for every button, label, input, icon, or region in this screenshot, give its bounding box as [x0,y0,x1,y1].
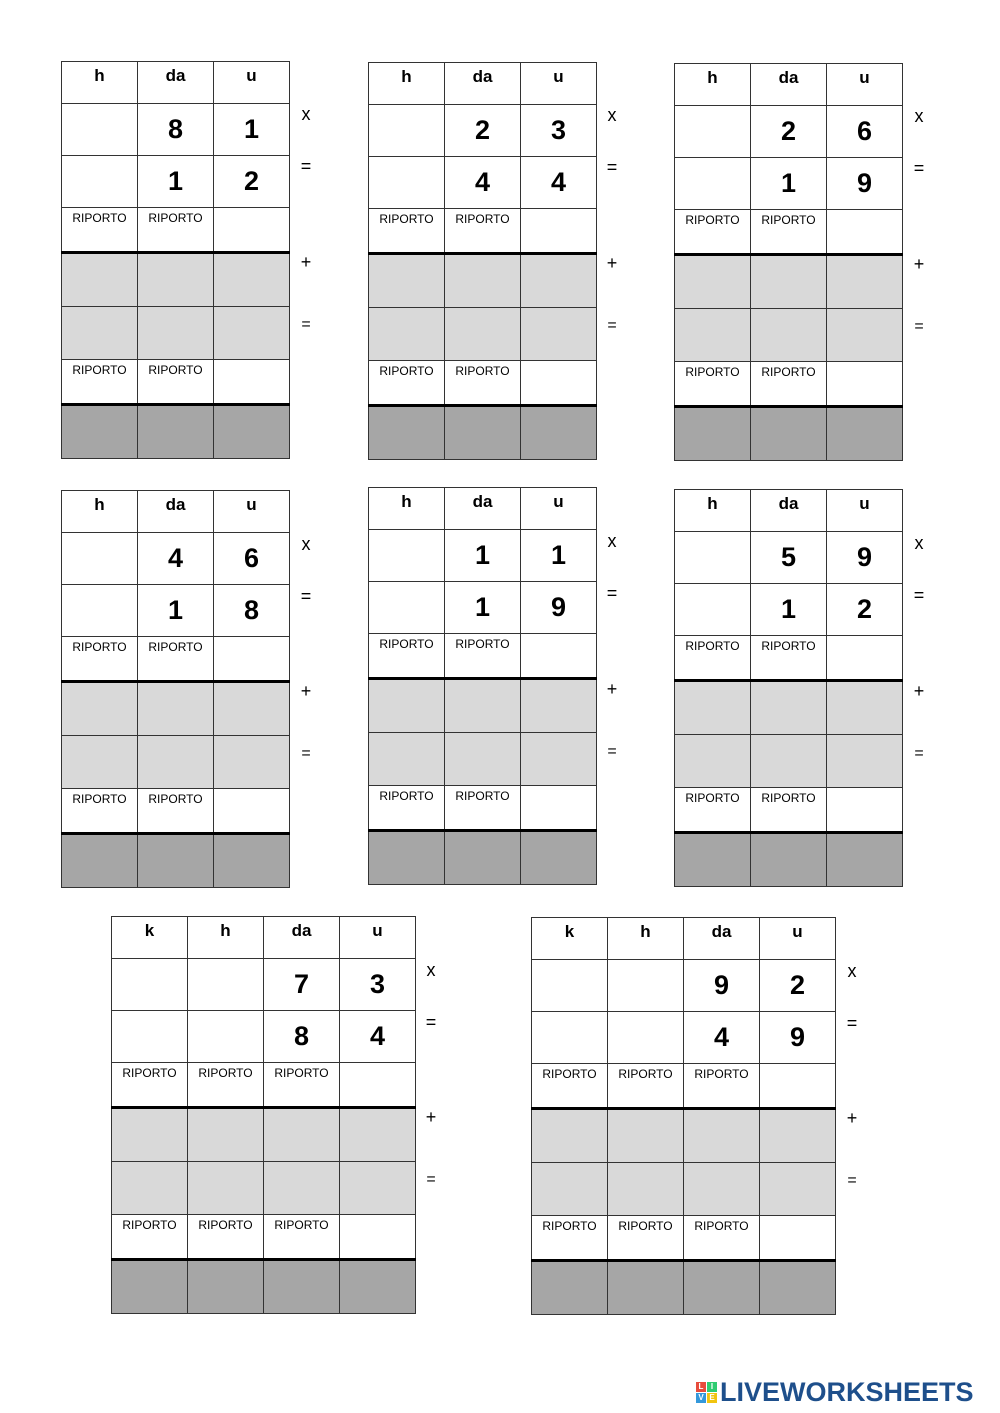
factor-a-units: 1 [214,104,290,156]
logo-mark-icon [696,1382,717,1403]
exercise-5-grid [368,487,597,885]
result-cell[interactable] [521,406,597,460]
header-thousands: k [532,918,608,960]
result-cell[interactable] [188,1260,264,1314]
answer-cell[interactable] [112,1011,188,1063]
factor-b-units: 8 [214,585,290,637]
carry-cell[interactable]: RIPORTO [369,361,445,406]
logo-mark-letter: I [707,1382,717,1392]
header-hundreds: h [188,917,264,959]
equals-sign: = [606,157,618,177]
factor-a-tens: 9 [684,960,760,1012]
factor-a-units: 2 [760,960,836,1012]
partial-product-cell[interactable] [675,681,751,735]
answer-cell[interactable] [760,1216,836,1261]
times-sign: x [607,105,617,125]
partial-product-cell[interactable] [138,307,214,360]
carry-cell[interactable]: RIPORTO [369,634,445,679]
equals-sign: = [425,1012,437,1032]
logo-mark-letter: V [696,1393,706,1403]
partial-product-cell[interactable] [214,682,290,736]
carry-cell[interactable]: RIPORTO [608,1064,684,1109]
carry-cell[interactable]: RIPORTO [684,1216,760,1261]
partial-product-cell[interactable] [369,679,445,733]
partial-product-cell[interactable] [188,1108,264,1162]
equals-sign: = [300,586,312,606]
logo-text: LIVEWORKSHEETS [720,1376,974,1407]
answer-cell[interactable] [214,360,290,405]
answer-cell[interactable] [340,1215,416,1260]
plus-sign: + [300,252,312,272]
partial-product-cell[interactable] [112,1108,188,1162]
partial-product-cell[interactable] [827,255,903,309]
partial-product-cell[interactable] [675,309,751,362]
factor-b-tens: 1 [445,582,521,634]
answer-cell[interactable] [675,158,751,210]
plus-sign: + [913,681,925,701]
header-hundreds: h [608,918,684,960]
factor-a-units: 1 [521,530,597,582]
partial-product-cell[interactable] [827,681,903,735]
result-cell[interactable] [684,1261,760,1315]
partial-product-cell[interactable] [751,681,827,735]
partial-product-cell[interactable] [369,308,445,361]
partial-product-cell[interactable] [214,307,290,360]
times-sign: x [426,960,436,980]
partial-product-cell[interactable] [369,254,445,308]
partial-product-cell[interactable] [751,735,827,788]
partial-product-cell[interactable] [445,308,521,361]
equals-sign: = [914,318,924,335]
factor-b-tens: 1 [751,584,827,636]
answer-cell[interactable] [62,104,138,156]
partial-product-cell[interactable] [340,1108,416,1162]
factor-b-tens: 1 [138,156,214,208]
answer-cell[interactable] [369,105,445,157]
answer-cell[interactable] [62,156,138,208]
partial-product-cell[interactable] [445,254,521,308]
partial-product-cell[interactable] [188,1162,264,1215]
result-cell[interactable] [62,834,138,888]
carry-cell[interactable]: RIPORTO [675,788,751,833]
answer-cell[interactable] [112,959,188,1011]
factor-b-tens: 1 [751,158,827,210]
carry-cell[interactable]: RIPORTO [369,786,445,831]
result-cell[interactable] [138,405,214,459]
partial-product-cell[interactable] [608,1109,684,1163]
carry-cell[interactable]: RIPORTO [751,788,827,833]
factor-b-tens: 8 [264,1011,340,1063]
result-cell[interactable] [214,834,290,888]
answer-cell[interactable] [340,1063,416,1108]
factor-b-tens: 1 [138,585,214,637]
answer-cell[interactable] [369,530,445,582]
plus-sign: + [606,253,618,273]
factor-a-units: 9 [827,532,903,584]
factor-b-units: 9 [521,582,597,634]
carry-cell[interactable]: RIPORTO [62,637,138,682]
partial-product-cell[interactable] [214,253,290,307]
carry-cell[interactable]: RIPORTO [751,362,827,407]
header-units: u [214,62,290,104]
header-tens: da [751,64,827,106]
times-sign: x [914,533,924,553]
header-tens: da [138,62,214,104]
answer-cell[interactable] [675,584,751,636]
header-hundreds: h [369,488,445,530]
partial-product-cell[interactable] [827,735,903,788]
result-cell[interactable] [760,1261,836,1315]
times-sign: x [847,961,857,981]
partial-product-cell[interactable] [62,253,138,307]
factor-b-units: 9 [760,1012,836,1064]
result-cell[interactable] [112,1260,188,1314]
factor-a-tens: 1 [445,530,521,582]
result-cell[interactable] [608,1261,684,1315]
exercise-4-grid [61,490,290,888]
header-thousands: k [112,917,188,959]
answer-cell[interactable] [827,636,903,681]
times-sign: x [301,104,311,124]
answer-cell[interactable] [675,106,751,158]
result-cell[interactable] [369,831,445,885]
factor-a-units: 6 [214,533,290,585]
partial-product-cell[interactable] [214,736,290,789]
answer-cell[interactable] [827,362,903,407]
factor-a-units: 3 [340,959,416,1011]
carry-cell[interactable]: RIPORTO [138,789,214,834]
carry-cell[interactable]: RIPORTO [751,210,827,255]
answer-cell[interactable] [188,1011,264,1063]
result-cell[interactable] [827,407,903,461]
result-cell[interactable] [445,406,521,460]
carry-cell[interactable]: RIPORTO [751,636,827,681]
answer-cell[interactable] [608,1012,684,1064]
carry-cell[interactable]: RIPORTO [188,1215,264,1260]
equals-sign: = [300,156,312,176]
answer-cell[interactable] [369,157,445,209]
carry-cell[interactable]: RIPORTO [445,361,521,406]
carry-cell[interactable]: RIPORTO [138,208,214,253]
equals-sign: = [426,1171,436,1188]
header-tens: da [445,488,521,530]
factor-a-tens: 7 [264,959,340,1011]
exercise-6-grid [674,489,903,887]
header-hundreds: h [369,63,445,105]
answer-cell[interactable] [62,585,138,637]
result-cell[interactable] [214,405,290,459]
partial-product-cell[interactable] [532,1109,608,1163]
factor-a-tens: 2 [445,105,521,157]
header-hundreds: h [62,62,138,104]
factor-b-units: 4 [521,157,597,209]
partial-product-cell[interactable] [369,733,445,786]
exercise-1-grid [61,61,290,459]
factor-b-tens: 4 [445,157,521,209]
answer-cell[interactable] [608,960,684,1012]
partial-product-cell[interactable] [684,1109,760,1163]
carry-cell[interactable]: RIPORTO [369,209,445,254]
partial-product-cell[interactable] [521,308,597,361]
partial-product-cell[interactable] [532,1163,608,1216]
exercise-2-grid [368,62,597,460]
factor-a-tens: 2 [751,106,827,158]
header-tens: da [445,63,521,105]
factor-a-units: 3 [521,105,597,157]
exercise-3-grid [674,63,903,461]
times-sign: x [301,534,311,554]
factor-b-units: 2 [827,584,903,636]
exercise-7-grid [111,916,416,1314]
equals-sign: = [301,745,311,762]
partial-product-cell[interactable] [827,309,903,362]
partial-product-cell[interactable] [608,1163,684,1216]
plus-sign: + [425,1107,437,1127]
carry-cell[interactable]: RIPORTO [264,1063,340,1108]
carry-cell[interactable]: RIPORTO [675,636,751,681]
result-cell[interactable] [532,1261,608,1315]
carry-cell[interactable]: RIPORTO [62,789,138,834]
header-units: u [521,488,597,530]
carry-cell[interactable]: RIPORTO [188,1063,264,1108]
result-cell[interactable] [675,833,751,887]
answer-cell[interactable] [521,209,597,254]
carry-cell[interactable]: RIPORTO [675,362,751,407]
result-cell[interactable] [264,1260,340,1314]
equals-sign: = [914,745,924,762]
partial-product-cell[interactable] [62,307,138,360]
partial-product-cell[interactable] [675,735,751,788]
factor-b-units: 2 [214,156,290,208]
answer-cell[interactable] [521,786,597,831]
partial-product-cell[interactable] [62,682,138,736]
answer-cell[interactable] [827,788,903,833]
carry-cell[interactable]: RIPORTO [264,1215,340,1260]
factor-b-units: 9 [827,158,903,210]
header-tens: da [684,918,760,960]
times-sign: x [607,531,617,551]
factor-a-tens: 5 [751,532,827,584]
header-units: u [521,63,597,105]
header-tens: da [138,491,214,533]
partial-product-cell[interactable] [264,1162,340,1215]
carry-cell[interactable]: RIPORTO [62,360,138,405]
result-cell[interactable] [62,405,138,459]
partial-product-cell[interactable] [751,255,827,309]
factor-a-tens: 4 [138,533,214,585]
carry-cell[interactable]: RIPORTO [532,1064,608,1109]
plus-sign: + [913,254,925,274]
answer-cell[interactable] [62,533,138,585]
carry-cell[interactable]: RIPORTO [112,1063,188,1108]
partial-product-cell[interactable] [760,1163,836,1216]
factor-a-tens: 8 [138,104,214,156]
plus-sign: + [606,679,618,699]
answer-cell[interactable] [214,208,290,253]
exercise-8-grid [531,917,836,1315]
result-cell[interactable] [445,831,521,885]
carry-cell[interactable]: RIPORTO [445,786,521,831]
result-cell[interactable] [675,407,751,461]
liveworksheets-logo [696,1375,974,1409]
partial-product-cell[interactable] [675,255,751,309]
logo-mark-letter: E [707,1393,717,1403]
factor-a-units: 6 [827,106,903,158]
header-units: u [827,64,903,106]
header-units: u [214,491,290,533]
header-tens: da [264,917,340,959]
partial-product-cell[interactable] [521,733,597,786]
partial-product-cell[interactable] [138,253,214,307]
partial-product-cell[interactable] [751,309,827,362]
result-cell[interactable] [521,831,597,885]
carry-cell[interactable]: RIPORTO [138,637,214,682]
partial-product-cell[interactable] [112,1162,188,1215]
result-cell[interactable] [340,1260,416,1314]
header-units: u [340,917,416,959]
partial-product-cell[interactable] [264,1108,340,1162]
carry-cell[interactable]: RIPORTO [445,209,521,254]
carry-cell[interactable]: RIPORTO [684,1064,760,1109]
partial-product-cell[interactable] [521,679,597,733]
carry-cell[interactable]: RIPORTO [445,634,521,679]
carry-cell[interactable]: RIPORTO [62,208,138,253]
answer-cell[interactable] [188,959,264,1011]
header-units: u [827,490,903,532]
header-hundreds: h [62,491,138,533]
equals-sign: = [607,317,617,334]
answer-cell[interactable] [827,210,903,255]
answer-cell[interactable] [760,1064,836,1109]
header-hundreds: h [675,64,751,106]
result-cell[interactable] [369,406,445,460]
result-cell[interactable] [138,834,214,888]
plus-sign: + [300,681,312,701]
factor-b-tens: 4 [684,1012,760,1064]
partial-product-cell[interactable] [62,736,138,789]
factor-b-units: 4 [340,1011,416,1063]
answer-cell[interactable] [214,637,290,682]
carry-cell[interactable]: RIPORTO [675,210,751,255]
carry-cell[interactable]: RIPORTO [608,1216,684,1261]
header-tens: da [751,490,827,532]
equals-sign: = [913,158,925,178]
partial-product-cell[interactable] [521,254,597,308]
result-cell[interactable] [751,407,827,461]
equals-sign: = [301,316,311,333]
partial-product-cell[interactable] [445,679,521,733]
partial-product-cell[interactable] [760,1109,836,1163]
header-units: u [760,918,836,960]
equals-sign: = [606,583,618,603]
header-hundreds: h [675,490,751,532]
answer-cell[interactable] [214,789,290,834]
equals-sign: = [607,743,617,760]
carry-cell[interactable]: RIPORTO [532,1216,608,1261]
answer-cell[interactable] [369,582,445,634]
equals-sign: = [847,1172,857,1189]
answer-cell[interactable] [675,532,751,584]
partial-product-cell[interactable] [138,736,214,789]
carry-cell[interactable]: RIPORTO [138,360,214,405]
partial-product-cell[interactable] [138,682,214,736]
partial-product-cell[interactable] [445,733,521,786]
partial-product-cell[interactable] [340,1162,416,1215]
answer-cell[interactable] [521,634,597,679]
answer-cell[interactable] [521,361,597,406]
equals-sign: = [846,1013,858,1033]
plus-sign: + [846,1108,858,1128]
answer-cell[interactable] [532,1012,608,1064]
logo-mark-letter: L [696,1382,706,1392]
result-cell[interactable] [827,833,903,887]
times-sign: x [914,106,924,126]
carry-cell[interactable]: RIPORTO [112,1215,188,1260]
answer-cell[interactable] [532,960,608,1012]
result-cell[interactable] [751,833,827,887]
equals-sign: = [913,585,925,605]
partial-product-cell[interactable] [684,1163,760,1216]
